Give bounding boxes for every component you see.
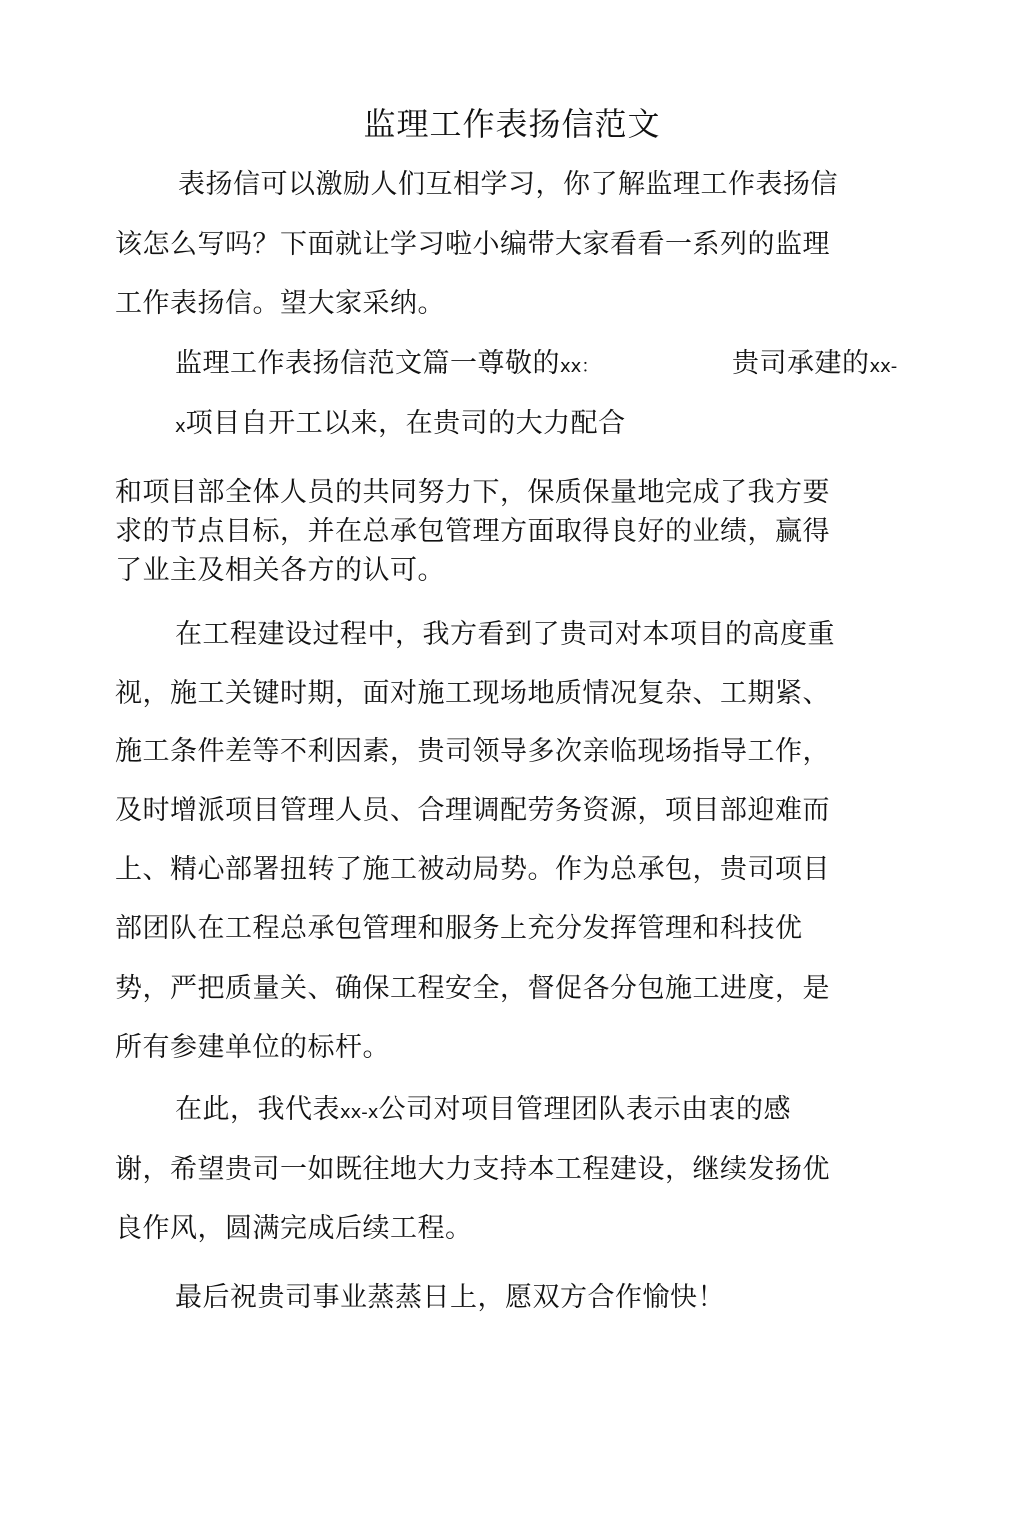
p4-line-3: 良作风，圆满完成后续工程。 [115, 1213, 473, 1244]
intro-line-3: 工作表扬信。望大家采纳。 [115, 288, 445, 319]
p4-line-1 [175, 1092, 791, 1131]
project-code-part-2: x [175, 416, 186, 437]
project-intro-start [732, 346, 897, 385]
p4-text: 在此，我代表 [175, 1094, 340, 1125]
p3-line-8: 所有参建单位的标杆。 [115, 1032, 390, 1063]
project-intro-line-2 [175, 406, 626, 445]
p3-line-3: 施工条件差等不利因素，贵司领导多次亲临现场指导工作， [115, 736, 830, 767]
p2-line-2: 求的节点目标，并在总承包管理方面取得良好的业绩，赢得 [115, 516, 830, 547]
p3-line-5: 上、精心部署扭转了施工被动局势。作为总承包，贵司项目 [115, 854, 830, 885]
document-title: 监理工作表扬信范文 [363, 105, 661, 143]
p3-line-2: 视，施工关键时期，面对施工现场地质情况复杂、工期紧、 [115, 678, 830, 709]
p3-line-1: 在工程建设过程中，我方看到了贵司对本项目的高度重 [175, 619, 835, 650]
p4-line-2: 谢，希望贵司一如既往地大力支持本工程建设，继续发扬优 [115, 1154, 830, 1185]
p3-line-7: 势，严把质量关、确保工程安全，督促各分包施工进度，是 [115, 973, 830, 1004]
p3-line-4: 及时增派项目管理人员、合理调配劳务资源，项目部迎难而 [115, 795, 830, 826]
p2-line-3: 了业主及相关各方的认可。 [115, 555, 445, 586]
project-intro-continued: 项目自开工以来，在贵司的大力配合 [185, 408, 626, 439]
p2-line-1: 和项目部全体人员的共同努力下，保质保量地完成了我方要 [115, 477, 830, 508]
p3-line-6: 部团队在工程总承包管理和服务上充分发挥管理和科技优 [115, 913, 803, 944]
company-code: xx-x [340, 1102, 379, 1123]
project-intro-text: 贵司承建的 [732, 348, 870, 379]
salutation-recipient: xx： [560, 356, 600, 377]
salutation-text: 监理工作表扬信范文篇一尊敬的 [175, 348, 560, 379]
intro-line-2: 该怎么写吗？下面就让学习啦小编带大家看看一系列的监理 [115, 229, 830, 260]
intro-line-1: 表扬信可以激励人们互相学习，你了解监理工作表扬信 [178, 169, 838, 200]
salutation-line [175, 346, 599, 385]
closing-wish: 最后祝贵司事业蒸蒸日上，愿双方合作愉快！ [175, 1282, 725, 1313]
project-code-part-1: xx- [869, 356, 898, 377]
p4-text-rest: 公司对项目管理团队表示由衷的感 [378, 1094, 791, 1125]
